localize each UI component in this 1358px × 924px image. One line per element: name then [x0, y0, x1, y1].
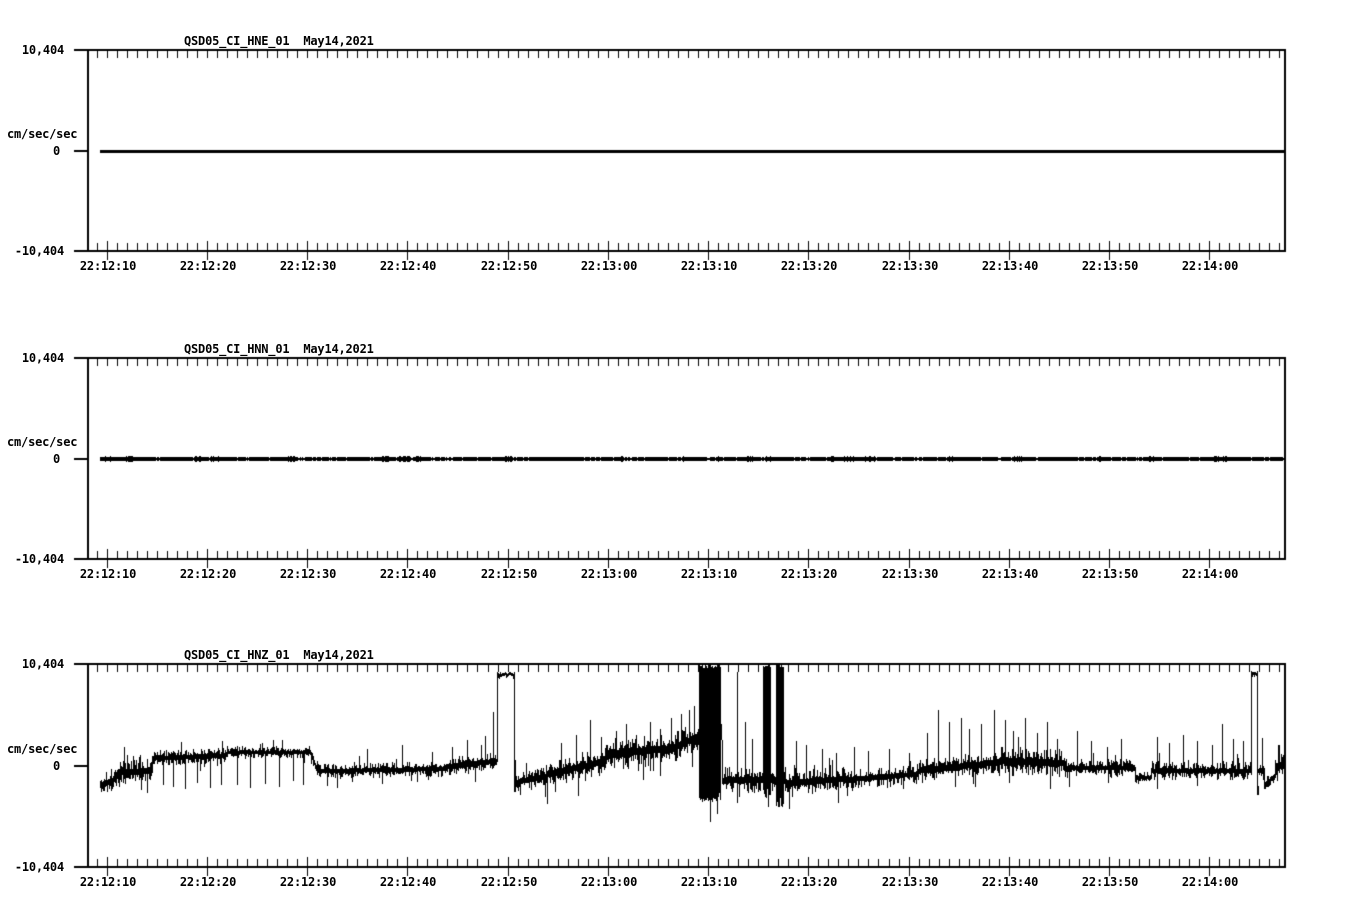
x-tick-label: 22:13:40 [981, 875, 1039, 889]
date-label: May14,2021 [303, 34, 374, 48]
x-tick-label: 22:12:10 [79, 259, 137, 273]
x-tick-label: 22:14:00 [1181, 259, 1239, 273]
x-tick-label: 22:12:40 [379, 875, 437, 889]
trace-title-hnz [184, 648, 374, 662]
y-axis-unit-label: cm/sec/sec [7, 127, 78, 141]
x-tick-label: 22:12:40 [379, 259, 437, 273]
x-tick-label: 22:12:50 [480, 875, 538, 889]
y-axis-unit-label: cm/sec/sec [7, 435, 78, 449]
station-channel-label: QSD05_CI_HNZ_01 [184, 648, 290, 662]
x-tick-label: 22:14:00 [1181, 567, 1239, 581]
x-tick-label: 22:13:20 [780, 567, 838, 581]
x-tick-label: 22:13:50 [1081, 875, 1139, 889]
y-axis-zero-label: 0 [52, 452, 60, 466]
x-tick-label: 22:13:10 [680, 259, 738, 273]
x-tick-label: 22:13:30 [881, 259, 939, 273]
y-axis-max-label: 10,404 [21, 43, 64, 57]
x-tick-label: 22:12:10 [79, 567, 137, 581]
y-axis-max-label: 10,404 [21, 351, 64, 365]
x-tick-label: 22:12:40 [379, 567, 437, 581]
x-tick-label: 22:12:50 [480, 259, 538, 273]
x-tick-label: 22:12:20 [179, 875, 237, 889]
x-tick-label: 22:13:20 [780, 875, 838, 889]
trace-title-hne [184, 34, 374, 48]
x-tick-label: 22:12:10 [79, 875, 137, 889]
x-tick-label: 22:12:50 [480, 567, 538, 581]
date-label: May14,2021 [303, 342, 374, 356]
station-channel-label: QSD05_CI_HNN_01 [184, 342, 290, 356]
y-axis-zero-label: 0 [52, 759, 60, 773]
x-tick-label: 22:13:50 [1081, 567, 1139, 581]
y-axis-max-label: 10,404 [21, 657, 64, 671]
x-tick-label: 22:12:30 [279, 567, 337, 581]
x-tick-label: 22:13:30 [881, 567, 939, 581]
date-label: May14,2021 [303, 648, 374, 662]
trace-title-hnn [184, 342, 374, 356]
y-axis-zero-label: 0 [52, 144, 60, 158]
y-axis-unit-label: cm/sec/sec [7, 742, 78, 756]
y-axis-min-label: -10,404 [14, 244, 64, 258]
y-axis-min-label: -10,404 [14, 552, 64, 566]
x-tick-label: 22:12:20 [179, 567, 237, 581]
y-axis-min-label: -10,404 [14, 860, 64, 874]
x-tick-label: 22:13:00 [580, 875, 638, 889]
x-tick-label: 22:13:40 [981, 567, 1039, 581]
x-tick-label: 22:12:30 [279, 875, 337, 889]
x-tick-label: 22:13:10 [680, 875, 738, 889]
x-tick-label: 22:12:30 [279, 259, 337, 273]
x-tick-label: 22:13:40 [981, 259, 1039, 273]
station-channel-label: QSD05_CI_HNE_01 [184, 34, 290, 48]
x-tick-label: 22:13:30 [881, 875, 939, 889]
x-tick-label: 22:13:00 [580, 259, 638, 273]
x-tick-label: 22:12:20 [179, 259, 237, 273]
x-tick-label: 22:13:50 [1081, 259, 1139, 273]
x-tick-label: 22:13:00 [580, 567, 638, 581]
x-tick-label: 22:14:00 [1181, 875, 1239, 889]
x-tick-label: 22:13:20 [780, 259, 838, 273]
x-tick-label: 22:13:10 [680, 567, 738, 581]
